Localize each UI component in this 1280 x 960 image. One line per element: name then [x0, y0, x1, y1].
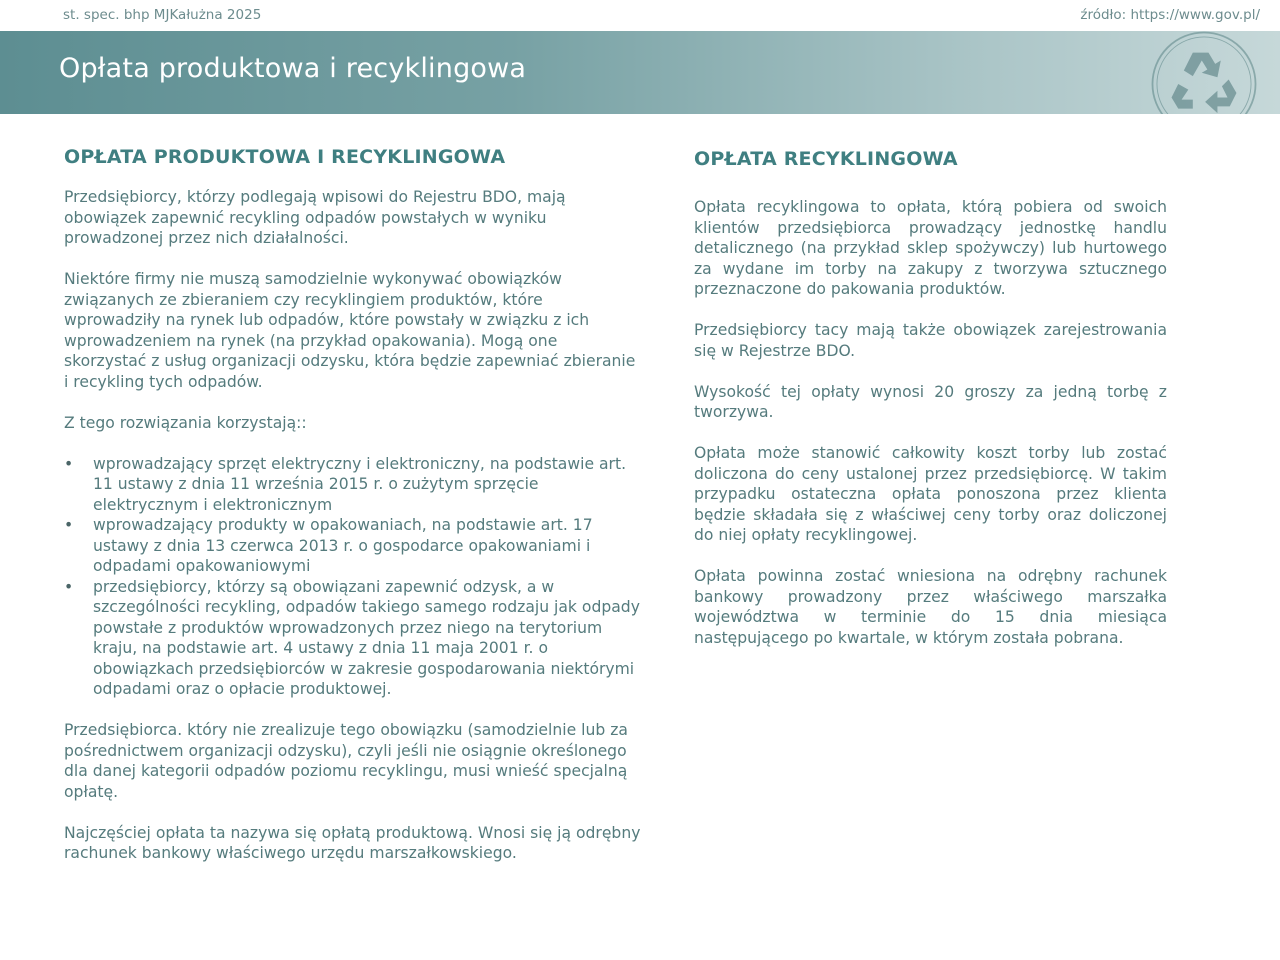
paragraph: Z tego rozwiązania korzystają::: [64, 413, 307, 432]
author-credit: st. spec. bhp MJKałużna 2025: [63, 7, 262, 23]
product-fee-heading: OPŁATA PRODUKTOWA I RECYKLINGOWA: [64, 146, 506, 168]
recycle-icon: [1148, 31, 1260, 114]
list-item: • wprowadzający produkty w opakowaniach, na podstawie art. 17 ustawy z dnia 13 czerwca 2013 r. o gospodarce opakowaniami i odpadami opakowaniowymi: [64, 515, 644, 577]
beneficiaries-list: [64, 454, 644, 700]
paragraph: Wysokość tej opłaty wynosi 20 groszy za jedną torbę z tworzywa.: [694, 382, 1167, 421]
right-column: [694, 146, 1167, 669]
source-link[interactable]: źródło: https://www.gov.pl/: [1080, 7, 1260, 23]
paragraph: Przedsiębiorcy, którzy podlegają wpisowi do Rejestru BDO, mają obowiązek zapewnić recykling odpadów powstałych w wyniku prowadzonej przez nich działalności.: [64, 188, 566, 247]
paragraph: Opłata recyklingowa to opłata, którą pobiera od swoich klientów przedsiębiorca prowadzący jednostkę handlu detalicznego (na przykład sklep spożywczy) lub hurtowego za wydane im torby na zakupy z tworzywa sztucznego przeznaczone do pakowania produktów.: [694, 198, 1167, 298]
paragraph: Najczęściej opłata ta nazywa się opłatą produktową. Wnosi się ją odrębny rachunek bankowy właściwego urzędu marszałkowskiego.: [64, 823, 641, 862]
recycling-fee-heading: OPŁATA RECYKLINGOWA: [694, 148, 958, 170]
title-banner: [0, 31, 1280, 114]
list-item: • wprowadzający sprzęt elektryczny i elektroniczny, na podstawie art. 11 ustawy z dnia 11 września 2015 r. o zużytym sprzęcie elektrycznym i elektronicznym: [64, 454, 644, 516]
paragraph: Niektóre firmy nie muszą samodzielnie wykonywać obowiązków związanych ze zbieraniem czy recyklingiem produktów, które wprowadziły na rynek lub odpadów, które powstały w związku z ich wprowadzeniem na rynek (na przykład opakowania). Mogą one skorzystać z usług organizacji odzysku, która będzie zapewniać zbieranie i recykling tych odpadów.: [64, 270, 636, 391]
page-title: Opłata produktowa i recyklingowa: [59, 53, 527, 84]
paragraph: Opłata powinna zostać wniesiona na odrębny rachunek bankowy prowadzony przez właściwego marszałka województwa w terminie do 15 dnia miesiąca następującego po kwartale, w którym została pobrana.: [694, 567, 1167, 647]
paragraph: Przedsiębiorca. który nie zrealizuje tego obowiązku (samodzielnie lub za pośrednictwem organizacji odzysku), czyli jeśli nie osiągnie określonego dla danej kategorii odpadów poziomu recyklingu, musi wnieść specjalną opłatę.: [64, 721, 628, 801]
top-bar: [0, 0, 1280, 31]
paragraph: Opłata może stanowić całkowity koszt torby lub zostać doliczona do ceny ustalonej przez przedsiębiorcę. W takim przypadku ostateczna opłata ponoszona przez klienta będzie składała się z właściwej ceny torby oraz doliczonej do niej opłaty recyklingowej.: [694, 444, 1167, 544]
list-item: • przedsiębiorcy, którzy są obowiązani zapewnić odzysk, a w szczególności recykling, odpadów takiego samego rodzaju jak odpady powstałe z produktów wprowadzonych przez niego na terytorium kraju, na podstawie art. 4 ustawy z dnia 11 maja 2001 r. o obowiązkach przedsiębiorców w zakresie gospodarowania niektórymi odpadami oraz o opłacie produktowej.: [64, 577, 644, 700]
left-column: [64, 146, 644, 884]
paragraph: Przedsiębiorcy tacy mają także obowiązek zarejestrowania się w Rejestrze BDO.: [694, 321, 1167, 360]
